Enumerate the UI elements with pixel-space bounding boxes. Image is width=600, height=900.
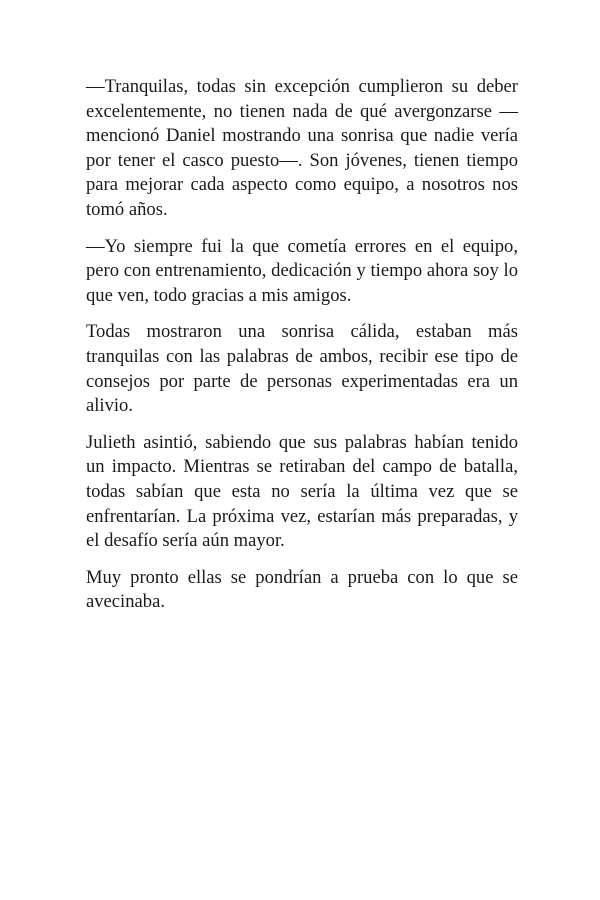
paragraph-4: Julieth asintió, sabiendo que sus palabras habían tenido un impacto. Mientras se retiraban del campo de batalla, todas sabían que esta no sería la última vez que se enfrentarían. La próxima vez, estarían más preparadas, y el desafío sería aún mayor. xyxy=(86,431,518,552)
paragraph-3: Todas mostraron una sonrisa cálida, estaban más tranquilas con las palabras de ambos, recibir ese tipo de consejos por parte de personas experimentadas era un alivio. xyxy=(86,321,518,417)
paragraph-1: —Tranquilas, todas sin excepción cumplieron su deber excelentemente, no tienen nada de qué avergonzarse —mencionó Daniel mostrando una sonrisa que nadie vería por tener el casco puesto—. Son jóvenes, tienen tiempo para mejorar cada aspecto como equipo, a nosotros nos tomó años. xyxy=(86,76,518,220)
book-page-text xyxy=(86,75,518,627)
paragraph-5: Muy pronto ellas se pondrían a prueba con lo que se avecinaba. xyxy=(86,566,518,613)
paragraph-2: —Yo siempre fui la que cometía errores en el equipo, pero con entrenamiento, dedicación y tiempo ahora soy lo que ven, todo gracias a mis amigos. xyxy=(86,235,518,306)
